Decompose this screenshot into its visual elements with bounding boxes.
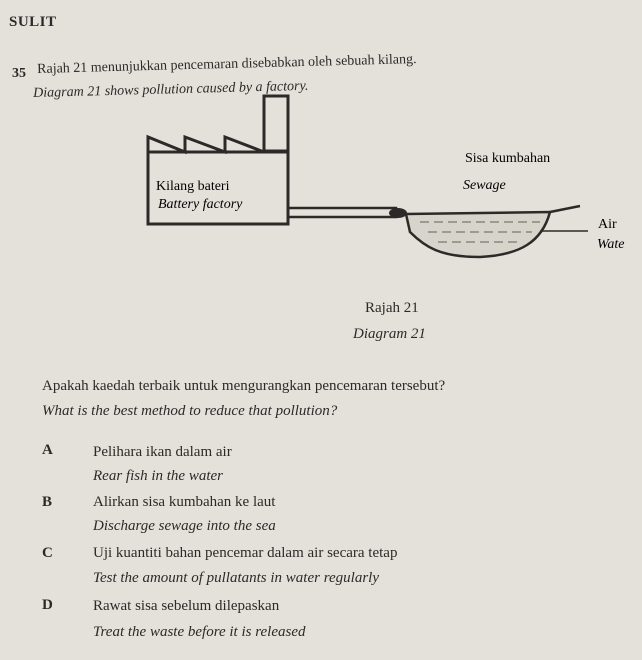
diagram-caption-malay: Rajah 21 <box>365 300 419 316</box>
water-label-english: Wate <box>597 237 625 252</box>
option-d-english[interactable]: Treat the waste before it is released <box>93 624 306 640</box>
option-a-letter[interactable]: A <box>42 442 53 458</box>
question-intro-malay: Rajah 21 menunjukkan pencemaran disebabkan oleh sebuah kilang. <box>37 52 417 77</box>
factory-label-english: Battery factory <box>158 197 243 212</box>
factory-chimney <box>264 96 288 151</box>
header-code: SULIT <box>9 14 57 30</box>
option-b-letter[interactable]: B <box>42 494 53 510</box>
question-prompt-english: What is the best method to reduce that pollution? <box>42 403 338 419</box>
question-intro-english: Diagram 21 shows pollution caused by a factory. <box>33 78 309 101</box>
sewage-label-english: Sewage <box>463 178 506 193</box>
sewage-pipe <box>288 208 396 217</box>
option-d-malay[interactable]: Rawat sisa sebelum dilepaskan <box>93 598 280 614</box>
river-bank-right <box>550 206 580 212</box>
sewage-outflow <box>389 208 407 218</box>
river <box>406 212 550 257</box>
diagram-caption-english: Diagram 21 <box>353 326 426 342</box>
option-c-english[interactable]: Test the amount of pullatants in water regularly <box>93 570 379 586</box>
option-c-malay[interactable]: Uji kuantiti bahan pencemar dalam air secara tetap <box>93 545 398 561</box>
option-b-english[interactable]: Discharge sewage into the sea <box>93 518 276 534</box>
option-a-english[interactable]: Rear fish in the water <box>93 468 223 484</box>
option-d-letter[interactable]: D <box>42 597 53 613</box>
question-number: 35 <box>12 66 26 81</box>
factory-label-malay: Kilang bateri <box>156 179 230 194</box>
option-c-letter[interactable]: C <box>42 545 53 561</box>
option-a-malay[interactable]: Pelihara ikan dalam air <box>93 444 232 460</box>
factory-roof <box>148 137 264 152</box>
sewage-label-malay: Sisa kumbahan <box>465 151 551 166</box>
question-prompt-malay: Apakah kaedah terbaik untuk mengurangkan pencemaran tersebut? <box>42 378 446 394</box>
water-label-malay: Air <box>598 217 617 232</box>
pollution-diagram <box>140 92 625 267</box>
option-b-malay[interactable]: Alirkan sisa kumbahan ke laut <box>93 494 276 510</box>
